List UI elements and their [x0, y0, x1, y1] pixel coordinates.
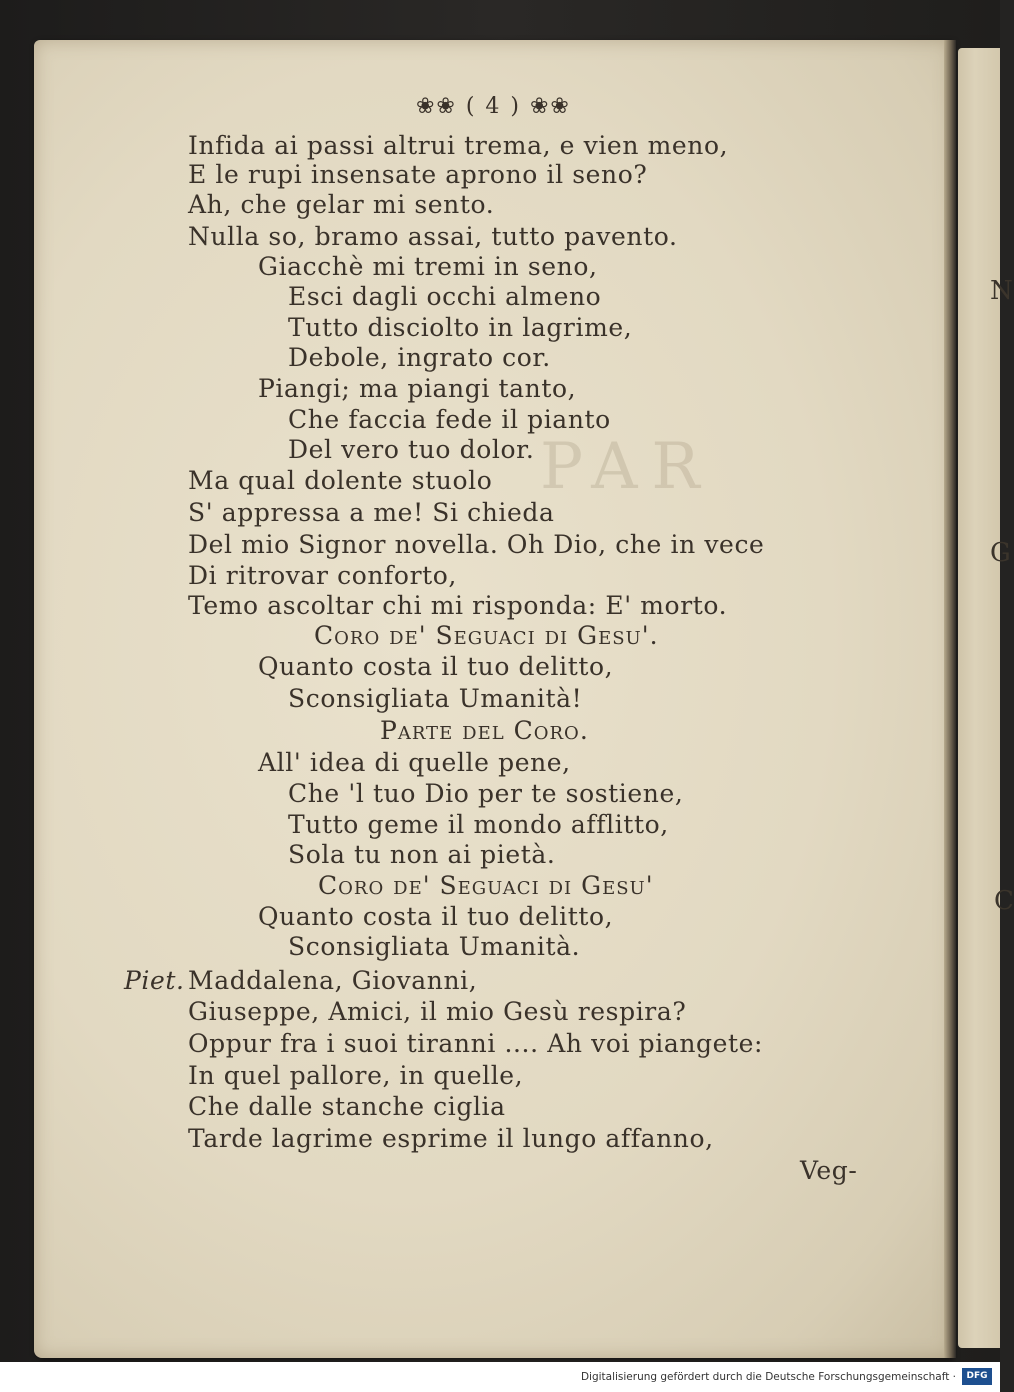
- dfg-logo: DFG: [962, 1368, 992, 1385]
- text-line: Sconsigliata Umanità.: [288, 932, 581, 961]
- text-line: Che 'l tuo Dio per te sostiene,: [288, 779, 684, 808]
- text-line: Debole, ingrato cor.: [288, 343, 551, 372]
- text-line: Tarde lagrime esprime il lungo affanno,: [188, 1124, 714, 1153]
- text-line: Del vero tuo dolor.: [288, 435, 535, 464]
- text-line: Sconsigliata Umanità!: [288, 684, 583, 713]
- text-line: Quanto costa il tuo delitto,: [258, 902, 614, 931]
- text-line: Tutto disciolto in lagrime,: [288, 313, 633, 342]
- text-line: Temo ascoltar chi mi risponda: E' morto.: [188, 591, 728, 620]
- chorus-heading: Coro de' Seguaci di Gesu': [318, 871, 654, 900]
- page-header: ❀❀ ( 4 ) ❀❀: [416, 94, 571, 119]
- text-line: Infida ai passi altrui trema, e vien meno,: [188, 131, 729, 160]
- chorus-heading: Coro de' Seguaci di Gesu'.: [314, 621, 659, 650]
- text-line: Piangi; ma piangi tanto,: [258, 374, 577, 403]
- text-line: Maddalena, Giovanni,: [188, 966, 478, 995]
- text-line: Che dalle stanche ciglia: [188, 1092, 506, 1121]
- text-line: Nulla so, bramo assai, tutto pavento.: [188, 222, 678, 251]
- text-line: E le rupi insensate aprono il seno?: [188, 160, 648, 189]
- speaker-label: Piet.: [124, 966, 185, 995]
- footer-bar: [0, 1362, 1000, 1392]
- text-line: All' idea di quelle pene,: [258, 748, 571, 777]
- chorus-heading: Parte del Coro.: [380, 716, 589, 745]
- show-through-text: PAR: [540, 430, 714, 504]
- book-gutter: [944, 40, 956, 1358]
- funding-credit: Digitalisierung gefördert durch die Deutsche Forschungsgemeinschaft ·: [580, 1371, 956, 1383]
- text-line: Che faccia fede il pianto: [288, 405, 611, 434]
- text-line: S' appressa a me! Si chieda: [188, 498, 555, 527]
- text-line: In quel pallore, in quelle,: [188, 1061, 524, 1090]
- text-line: Oppur fra i suoi tiranni .... Ah voi piangete:: [188, 1029, 764, 1058]
- text-line: Ma qual dolente stuolo: [188, 466, 493, 495]
- catchword: Veg-: [800, 1156, 858, 1185]
- text-line: Di ritrovar conforto,: [188, 561, 457, 590]
- text-line: Del mio Signor novella. Oh Dio, che in vece: [188, 530, 765, 559]
- text-line: Sola tu non ai pietà.: [288, 840, 556, 869]
- facing-page-edge: N G C: [958, 48, 1000, 1348]
- text-line: Tutto geme il mondo afflitto,: [288, 810, 669, 839]
- text-line: Giuseppe, Amici, il mio Gesù respira?: [188, 997, 687, 1026]
- text-line: Esci dagli occhi almeno: [288, 282, 602, 311]
- text-line: Ah, che gelar mi sento.: [188, 190, 495, 219]
- text-line: Quanto costa il tuo delitto,: [258, 652, 614, 681]
- text-line: Giacchè mi tremi in seno,: [258, 252, 598, 281]
